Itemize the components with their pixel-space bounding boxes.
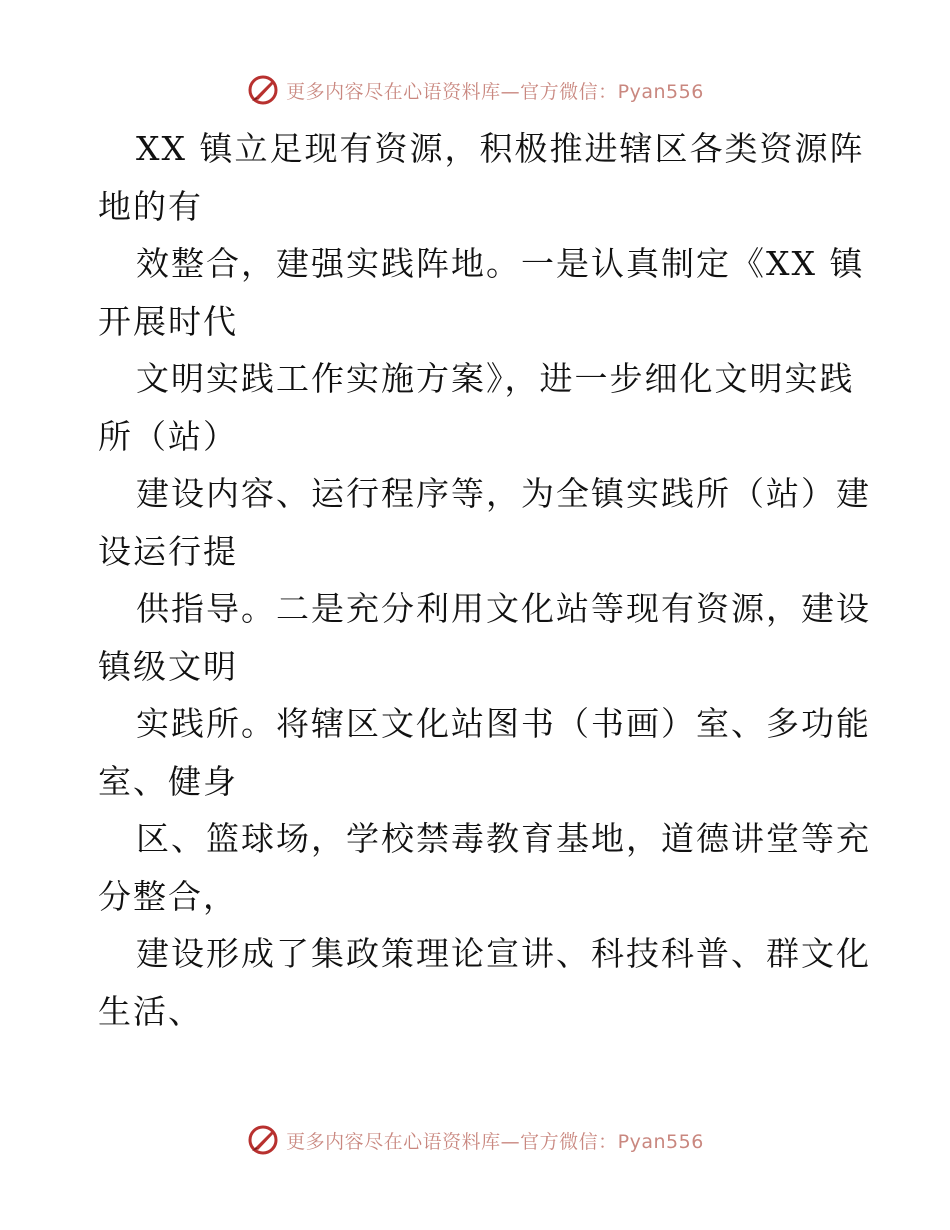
body-line: 地的有 <box>98 186 203 226</box>
body-line: 分整合， <box>98 876 238 916</box>
body-line: 供指导。二是充分利用文化站等现有资源，建设 <box>136 589 871 628</box>
body-line: 区、篮球场，学校禁毒教育基地，道德讲堂等充 <box>136 819 871 858</box>
body-line: 开展时代 <box>98 301 238 341</box>
body-line: 建设形成了集政策理论宣讲、科技科普、群文化 <box>136 934 871 973</box>
body-line: 生活、 <box>98 991 203 1031</box>
document-body <box>98 120 871 1040</box>
quill-pen-logo-icon <box>246 73 280 107</box>
body-line: 实践所。将辖区文化站图书（书画）室、多功能 <box>136 704 871 743</box>
body-line: 效整合，建强实践阵地。一是认真制定《XX 镇 <box>136 244 865 283</box>
body-line: 镇级文明 <box>98 646 238 686</box>
footer-watermark-text: 更多内容尽在心语资料库—官方微信：Pyan556 <box>286 1130 704 1153</box>
header-watermark-text: 更多内容尽在心语资料库—官方微信：Pyan556 <box>286 80 704 103</box>
body-line: 文明实践工作实施方案》，进一步细化文明实践 <box>136 359 855 398</box>
body-line: 所（站） <box>98 416 238 456</box>
header-watermark <box>0 70 950 110</box>
body-line: 设运行提 <box>98 531 238 571</box>
body-line: XX 镇立足现有资源，积极推进辖区各类资源阵 <box>136 129 865 168</box>
quill-pen-logo-icon <box>246 1123 280 1157</box>
body-line: 建设内容、运行程序等，为全镇实践所（站）建 <box>136 474 871 513</box>
body-line: 室、健身 <box>98 761 238 801</box>
footer-watermark <box>0 1120 950 1160</box>
